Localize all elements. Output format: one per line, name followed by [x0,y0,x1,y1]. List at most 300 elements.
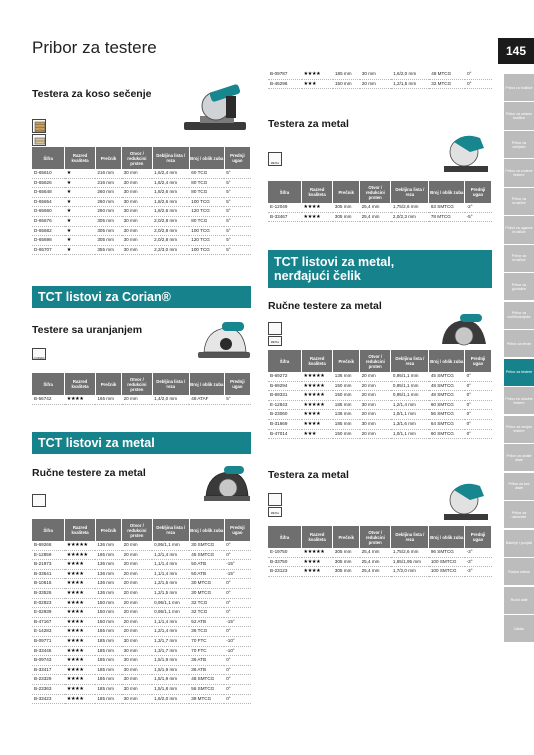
table-cell: 260 mm [95,197,121,207]
table-cell: 185 mm [95,646,121,656]
table-cell: 2,0/2,8 mm [152,236,189,246]
quality-stars: ★★★ [302,429,333,439]
table-cell: D-65698 [32,236,65,246]
table-cell: 216 mm [95,178,121,188]
table-cell: 20 mm [122,608,153,618]
column-header: Razred kvaliteta [302,350,333,372]
laminate-icon [32,134,46,146]
table-steel-wrap [268,350,492,439]
quality-stars: ★ [65,178,96,188]
table-cell: 48 ATAF [189,395,224,404]
table-row [268,419,492,429]
sidebar-tab[interactable]: Pribor za ugaone brusilice [504,216,534,243]
table-cell: B-69294 [268,381,302,391]
table-cell: 25,4 mm [360,548,391,557]
table-row [32,560,251,570]
sidebar-tab[interactable]: Pribor za sve alate [504,473,534,500]
table-cell: B-69266 [32,541,65,550]
table-cell: 30 mm [122,684,153,694]
table-cell: 185 mm [333,70,360,79]
table-cell: 0° [465,70,492,79]
table-cell: 70 FTC [189,646,224,656]
quality-stars: ★★★★★ [302,548,333,557]
table-cell: 78 MTCG [429,212,465,222]
table-cell: 32 TCG [189,598,224,608]
table-cell: 30 MTCG [189,579,224,589]
table-cell: 50 ATB [189,560,224,570]
table-cell: 1,2/1,5 mm [152,588,189,598]
table-cell: 1,3/1,7 mm [152,636,189,646]
table-cell: 305 mm [333,567,360,577]
table-row [32,656,251,666]
table-cell: 2,2/3,0 mm [152,245,189,255]
quality-stars: ★★★★ [65,598,96,608]
table-row [32,188,251,198]
quality-stars: ★★★ [302,79,333,89]
table-cell: 20 mm [122,627,153,637]
table-cell: 20 mm [360,410,391,420]
quality-stars: ★★★★★ [302,381,333,391]
table-cell: 5° [224,226,250,236]
table-cell: 1,2/1,4 mm [152,627,189,637]
table-cell: 150 mm [333,79,360,89]
table-cell: 30 mm [122,646,153,656]
table-cell: 136 mm [95,541,121,550]
column-header: Broj / oblik zuba [429,181,465,203]
quality-stars: ★★★★ [302,557,333,567]
table-cell: 185 mm [95,675,121,685]
table-cell: 1,5/1,9 mm [152,675,189,685]
table-cell: 1,4/2,0 mm [152,395,189,404]
table-cell: 0° [465,429,492,439]
table-cell: 185 mm [95,684,121,694]
column-header: Otvor / redukcini prsten [122,519,153,541]
quality-stars: ★★★★ [65,395,96,404]
table-cell: 100 TCG [189,245,224,255]
table-cell: -2° [465,203,492,212]
table-cell: 30 mm [122,178,153,188]
table-row [268,391,492,401]
table-cell: 0° [465,400,492,410]
corian-banner: TCT listovi za Corian® [32,286,251,308]
table-row [268,557,492,567]
table-cell: 5° [224,197,250,207]
quality-stars: ★★★★ [302,419,333,429]
column-header: Prednji ugao [465,181,492,203]
table-cell: 136 mm [95,579,121,589]
column-header: Prednji ugao [224,147,250,169]
table-row [268,372,492,381]
table-cell: 1,1/1,4 mm [152,560,189,570]
circular-saw-image [200,462,252,508]
column-header: Debljina lista / reza [152,519,189,541]
quality-stars: ★★★★★ [65,550,96,560]
quality-stars: ★★★★★ [302,400,333,410]
table-cell: 30 mm [122,216,153,226]
quality-stars: ★★★★ [65,675,96,685]
column-header: Razred kvaliteta [302,526,333,548]
table-cell: 20 mm [360,381,391,391]
table-cell: 1,3/1,7 mm [152,646,189,656]
table-cell: B-47014 [268,429,302,439]
table-cell: 30 mm [122,675,153,685]
table-metal-right2 [268,526,492,577]
table-cell: D-65676 [32,216,65,226]
table-cell: E-19750 [268,548,302,557]
table-cell: 1,0/1,1 mm [391,410,429,420]
table-row [268,567,492,577]
table-metal-right [268,181,492,222]
table-cell: 48 SMTCG [189,675,224,685]
table-cell: 25,4 mm [360,212,391,222]
table-cell: 0° [224,541,250,550]
table-metal-right2-wrap [268,526,492,577]
table-cell: 1,7/2,0 mm [391,567,429,577]
sidebar-tab[interactable]: Pribor za rende [504,330,534,357]
table-cell: 260 mm [95,207,121,217]
table-cell: 165 mm [95,550,121,560]
table-cell: -10° [224,646,250,656]
table-cell: B-23329 [32,675,65,685]
table-cell: 120 TCG [189,207,224,217]
table-cell: 32 TCG [189,608,224,618]
sidebar-tab[interactable]: Pribor za udarne bušilice [504,102,534,129]
table-cell: 20 mm [122,588,153,598]
column-header: Broj / oblik zuba [189,147,224,169]
table-cell: 0,95/1,1 mm [152,541,189,550]
table-cell: E-14283 [32,627,65,637]
table-koso [32,147,251,255]
table-row [32,588,251,598]
table-cell: 185 mm [95,665,121,675]
table-row [268,400,492,410]
column-header: Broj / oblik zuba [429,350,465,372]
table-cell: 185 mm [333,400,360,410]
table-cell: B-33641 [32,569,65,579]
sidebar-tab[interactable]: Baterije i punjači [504,530,534,557]
metal-icon-right2-label: METAL [270,512,280,515]
table-row [32,665,251,675]
quality-stars: ★★★★ [65,560,96,570]
table-cell: 100 TCG [189,226,224,236]
table-cell: 305 mm [333,203,360,212]
table-cell: 64 SMTCG [429,419,465,429]
table-cell: 0,95/1,1 mm [152,598,189,608]
quality-stars: ★★★★ [65,579,96,589]
table-cell: 20 mm [360,372,391,381]
sidebar-tab[interactable]: Pribor za brusilice [504,245,534,272]
table-cell: 60 SMTCG [429,429,465,439]
table-cell: 0° [224,608,250,618]
table-cell: 36 ATB [189,656,224,666]
table-koso-wrap [32,147,251,255]
table-cell: 0° [224,550,250,560]
section-koso-title: Testera za koso sečenje [32,88,152,100]
table-cell: 305 mm [95,216,121,226]
column-header: Debljina lista / reza [391,526,429,548]
table-cell: 0,95/1,1 mm [391,381,429,391]
table-cell: 0° [224,694,250,704]
sidebar-tab[interactable]: Pribor za recipro testere [504,416,534,443]
table-cell: 0,95/1,1 mm [391,391,429,401]
table-cell: 96 SMTCG [429,548,465,557]
sidebar-tab[interactable]: Pribor za brusilice [504,188,534,215]
table-cell: 0° [224,684,250,694]
sidebar-tab[interactable]: Pribor za vodene testere [504,159,534,186]
table-cell: 1,5/1,9 mm [152,665,189,675]
column-header: Šifra [32,519,65,541]
corian-icon-label: CORIAN [33,356,45,360]
table-cell: 80 TCG [189,178,224,188]
table-cell: 38 MTCG [189,694,224,704]
table-cell: 150 mm [95,617,121,627]
table-cell: 1,1/1,4 mm [152,617,189,627]
table-cell: 48 SMTCG [429,391,465,401]
table-cell: 45 SMTCG [429,372,465,381]
table-cell: 0° [224,675,250,685]
table-cell: 2,0/2,8 mm [152,226,189,236]
table-row [32,684,251,694]
table-cell: 2,0/2,3 mm [391,212,429,222]
table-cell: E-02939 [32,608,65,618]
table-cell: 48 MTCG [429,70,465,79]
table-cell: B-33750 [268,557,302,567]
table-row [32,207,251,217]
table-row [268,212,492,222]
table-row [32,245,251,255]
sidebar-tab[interactable]: Pribor za usisivače [504,501,534,528]
table-row [32,197,251,207]
table-cell: 136 mm [333,410,360,420]
quality-stars: ★ [65,188,96,198]
table-row [268,79,492,89]
table-cell: 0° [465,391,492,401]
table-cell: 0° [465,79,492,89]
table-cell: 30 mm [122,207,153,217]
table-cell: 30 mm [122,694,153,704]
table-cell: 1,8/2,6 mm [152,197,189,207]
quality-stars: ★★★★ [65,646,96,656]
table-cell: 0° [224,627,250,637]
table-row [32,675,251,685]
table-cell: 20 mm [122,617,153,627]
table-row [32,598,251,608]
table-cell: 20 mm [122,550,153,560]
quality-stars: ★★★★ [302,70,333,79]
table-cell: 0° [465,419,492,429]
steel-icon-2 [268,336,282,346]
table-cell: 1,1/1,4 mm [152,569,189,579]
metal-banner: TCT listovi za metal [32,432,251,454]
table-cell: 185 mm [95,656,121,666]
table-cell: 20 mm [360,391,391,401]
table-cell: 0° [224,656,250,666]
column-header: Prečnik [95,147,121,169]
table-row [268,429,492,439]
sidebar-tab[interactable]: Ostalo [504,615,534,642]
sidebar-tab[interactable]: Pribor za glodalice [504,273,534,300]
table-cell: 25,4 mm [360,557,391,567]
sidebar-tab[interactable]: Ručni alati [504,587,534,614]
table-cell: 0° [224,665,250,675]
table-metal-left [32,519,251,704]
table-cell: D-65654 [32,197,65,207]
corian-subtitle: Testere sa uranjanjem [32,324,143,336]
table-cell: 185 mm [333,419,360,429]
table-cell: 136 mm [95,588,121,598]
metal-left-subtitle: Ručne testere za metal [32,467,146,479]
sidebar-tab[interactable]: Radna odeća [504,558,534,585]
table-cell: B-33526 [32,588,65,598]
table-cell: B-21973 [32,560,65,570]
table-cell: 20 mm [122,395,153,404]
table-cell: 20 mm [122,560,153,570]
column-header: Broj / oblik zuba [429,526,465,548]
table-cell: 1,65/1,95 mm [391,557,429,567]
table-cell: E-12049 [268,203,302,212]
column-header: Prednji ugao [465,350,492,372]
chop-saw-image-2 [440,476,492,522]
quality-stars: ★★★★ [302,212,333,222]
table-cell: 0° [465,410,492,420]
table-top [268,70,492,89]
table-cell: 216 mm [95,169,121,178]
table-row [32,579,251,589]
table-row [32,395,251,404]
table-cell: 5° [224,207,250,217]
table-cell: B-09743 [32,656,65,666]
table-cell: 56 SMTCG [189,684,224,694]
quality-stars: ★★★★★ [302,391,333,401]
table-cell: B-33417 [32,665,65,675]
table-row [32,236,251,246]
table-cell: 1,8/2,6 mm [152,207,189,217]
sidebar-tab[interactable]: Pribor za odvijače [504,131,534,158]
steel-icon-1 [268,322,282,335]
column-header: Prednji ugao [224,373,250,395]
sidebar-tab[interactable]: Pribor za ostale alate [504,444,534,471]
table-row [268,203,492,212]
table-row [32,636,251,646]
table-cell: 25,4 mm [360,203,391,212]
steel-banner-line2: nerđajući čelik [274,269,361,283]
sidebar-tab[interactable]: Pribor za testere [504,359,534,386]
steel-subtitle: Ručne testere za metal [268,300,382,312]
table-cell: 150 mm [333,381,360,391]
table-row [32,541,251,550]
column-header: Prečnik [95,519,121,541]
table-cell: 305 mm [95,226,121,236]
table-cell: B-23060 [268,410,302,420]
table-cell: B-47167 [32,617,65,627]
table-cell: 2,0/2,8 mm [152,216,189,226]
table-cell: 5° [224,216,250,226]
column-header: Otvor / redukcini prsten [122,147,153,169]
table-cell: 70 FTC [189,636,224,646]
miter-saw-image [180,84,252,134]
table-cell: 30 mm [122,169,153,178]
wood-icon [32,119,46,133]
table-row [32,627,251,637]
table-cell: D-65648 [32,188,65,198]
table-cell: 30 mm [122,236,153,246]
metal-icon-left [32,494,46,507]
sidebar-tab[interactable]: Pribor za multifunkcijske [504,302,534,329]
metal-right2-title: Testera za metal [268,469,349,481]
table-cell: 20 mm [360,429,391,439]
table-cell: 136 mm [95,569,121,579]
table-cell: B-23123 [268,567,302,577]
column-header: Prednji ugao [224,519,250,541]
table-cell: 30 mm [360,400,391,410]
table-cell: 165 mm [95,627,121,637]
table-cell: E-02923 [32,598,65,608]
table-cell: D-65610 [32,169,65,178]
column-header: Broj / oblik zuba [189,519,224,541]
table-cell: 60 SMTCG [429,400,465,410]
column-header: Debljina lista / reza [391,181,429,203]
column-header: Prečnik [333,350,360,372]
table-cell: -15° [224,617,250,627]
column-header: Šifra [32,373,65,395]
table-cell: -3° [465,548,492,557]
table-cell: 20 mm [122,541,153,550]
steel-banner-line1: TCT listovi za metal, [274,255,395,269]
table-cell: 1,6/2,4 mm [152,178,189,188]
column-header: Razred kvaliteta [302,181,333,203]
table-cell: 1,2/1,5 mm [391,79,429,89]
column-header: Šifra [32,147,65,169]
table-row [32,550,251,560]
quality-stars: ★★★★ [65,569,96,579]
table-metal-right-wrap [268,181,492,222]
sidebar-tab[interactable]: Pribor za bušilice [504,74,534,101]
table-cell: 150 mm [333,391,360,401]
table-row [32,608,251,618]
table-row [268,548,492,557]
metal-icon-right [268,152,282,166]
table-cell: 355 mm [95,245,121,255]
table-cell: -15° [224,560,250,570]
column-header: Šifra [268,350,302,372]
table-cell: B-33467 [268,212,302,222]
table-cell: -10° [224,636,250,646]
table-cell: B-56742 [32,395,65,404]
table-cell: -3° [465,557,492,567]
table-cell: 1,75/2,6 mm [391,548,429,557]
table-cell: 5° [224,395,250,404]
table-cell: 150 mm [95,598,121,608]
table-cell: D-65707 [32,245,65,255]
sidebar-tab[interactable]: Pribor za ubodne testere [504,387,534,414]
table-cell: 63 SMTCG [429,203,465,212]
column-header: Otvor / redukcini prsten [360,181,391,203]
quality-stars: ★★★★ [65,656,96,666]
table-cell: 30 mm [122,188,153,198]
table-cell: B-09787 [268,70,302,79]
table-cell: D-65626 [32,178,65,188]
quality-stars: ★ [65,197,96,207]
table-cell: 305 mm [333,212,360,222]
table-cell: 1,2/1,5 mm [152,579,189,589]
table-row [32,694,251,704]
table-cell: 32 MTCG [429,79,465,89]
quality-stars: ★★★★★ [302,372,333,381]
column-header: Prednji ugao [465,526,492,548]
table-cell: 30 mm [360,419,391,429]
table-cell: 30 mm [122,636,153,646]
sidebar [504,74,534,644]
